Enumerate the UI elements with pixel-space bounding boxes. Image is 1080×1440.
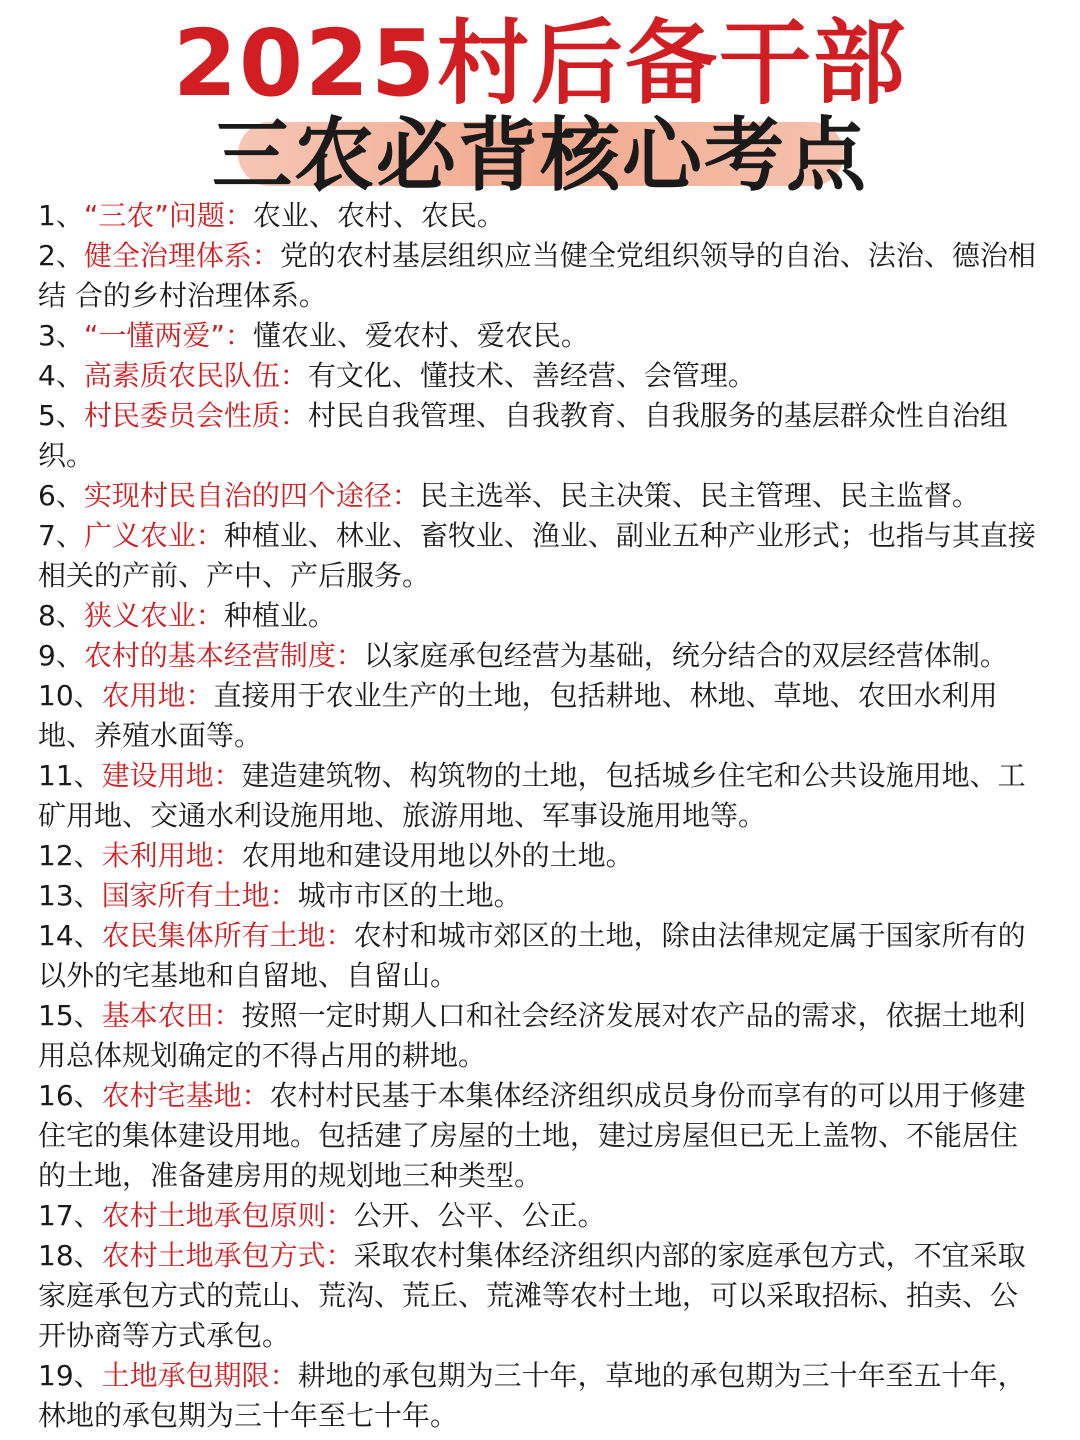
page-title: 2025村后备干部 [172,10,908,117]
item-description: 以家庭承包经营为基础，统分结合的双层经营体制。 [363,639,1008,672]
item-description: 民主选举、民主决策、民主管理、民主监督。 [419,479,980,512]
item-description: 农用地和建设用地以外的土地。 [241,839,634,872]
item-description: 种植业、林业、畜牧业、渔业、副业五种产业形式；也指与其直接相关的产前、产中、产后服务。 [38,519,1036,592]
item-description: 农村和城市郊区的土地，除由法律规定属于国家所有的以外的宅基地和自留地、自留山。 [38,919,1026,992]
list-item [38,316,1042,356]
item-description: 耕地的承包期为三十年，草地的承包期为三十年至五十年，林地的承包期为三十年至七十年。 [38,1359,1026,1432]
list-item [38,356,1042,396]
item-term: 农民集体所有土地： [101,919,354,952]
item-number: 11、 [38,759,102,792]
item-description: 种植业。 [223,599,336,632]
item-term: 基本农田： [101,999,242,1032]
item-term: 建设用地： [101,759,242,792]
item-number: 6、 [38,479,84,512]
item-description: 有文化、懂技术、善经营、会管理。 [307,359,756,392]
item-term: 农村土地承包方式： [101,1239,354,1272]
item-term: “三农”问题： [83,199,253,232]
item-term: 实现村民自治的四个途径： [83,479,420,512]
item-description: 农村村民基于本集体经济组织成员身份而享有的可以用于修建住宅的集体建设用地。包括建了房屋的土地，建过房屋但已无上盖物、不能居住的土地，准备建房用的规划地三种类型。 [38,1079,1026,1192]
list-item [38,516,1042,596]
item-description: 党的农村基层组织应当健全党组织领导的自治、法治、德治相结 合的乡村治理体系。 [38,239,1036,312]
list-item [38,596,1042,636]
list-item [38,476,1042,516]
item-number: 8、 [38,599,84,632]
item-term: 农村宅基地： [101,1079,270,1112]
item-description: 农业、农村、农民。 [252,199,505,232]
list-item [38,236,1042,316]
item-term: 农用地： [101,679,214,712]
item-term: 未利用地： [101,839,242,872]
item-description: 村民自我管理、自我教育、自我服务的基层群众性自治组织。 [38,399,1008,472]
item-term: 村民委员会性质： [83,399,308,432]
list-item [38,1076,1042,1196]
item-term: 健全治理体系： [83,239,280,272]
item-number: 2、 [38,239,84,272]
item-number: 4、 [38,359,84,392]
item-description: 采取农村集体经济组织内部的家庭承包方式，不宜采取家庭承包方式的荒山、荒沟、荒丘、荒滩等农村土地，可以采取招标、拍卖、公开协商等方式承包。 [38,1239,1026,1352]
item-term: 高素质农民队伍： [83,359,308,392]
item-number: 18、 [38,1239,102,1272]
list-item [38,1196,1042,1236]
item-description: 按照一定时期人口和社会经济发展对农产品的需求，依据土地利用总体规划确定的不得占用的耕地。 [38,999,1026,1072]
item-number: 9、 [38,639,84,672]
list-item [38,1356,1042,1436]
item-description: 懂农业、爱农村、爱农民。 [252,319,589,352]
list-item [38,196,1042,236]
item-number: 15、 [38,999,102,1032]
item-term: 土地承包期限： [101,1359,298,1392]
item-term: 狭义农业： [83,599,224,632]
list-item [38,876,1042,916]
list-item [38,636,1042,676]
list-item [38,756,1042,836]
item-description: 城市市区的土地。 [297,879,522,912]
item-term: 农村土地承包原则： [101,1199,354,1232]
item-number: 17、 [38,1199,102,1232]
page-subtitle: 三农必背核心考点 [212,109,868,202]
item-number: 16、 [38,1079,102,1112]
item-description: 公开、公平、公正。 [353,1199,606,1232]
list-item [38,916,1042,996]
item-number: 12、 [38,839,102,872]
points-list [38,196,1042,1436]
item-term: 农村的基本经营制度： [83,639,364,672]
item-number: 13、 [38,879,102,912]
item-number: 14、 [38,919,102,952]
item-number: 3、 [38,319,84,352]
item-number: 1、 [38,199,84,232]
item-description: 直接用于农业生产的土地，包括耕地、林地、草地、农田水利用地、养殖水面等。 [38,679,998,752]
item-term: 国家所有土地： [101,879,298,912]
list-item [38,1236,1042,1356]
item-term: 广义农业： [83,519,224,552]
list-item [38,996,1042,1076]
list-item [38,836,1042,876]
subtitle-banner [0,108,1080,204]
list-item [38,676,1042,756]
item-number: 10、 [38,679,102,712]
item-number: 5、 [38,399,84,432]
item-number: 7、 [38,519,84,552]
item-description: 建造建筑物、构筑物的土地，包括城乡住宅和公共设施用地、工矿用地、交通水利设施用地、旅游用地、军事设施用地等。 [38,759,1026,832]
item-term: “一懂两爱”： [83,319,253,352]
item-number: 19、 [38,1359,102,1392]
list-item [38,396,1042,476]
